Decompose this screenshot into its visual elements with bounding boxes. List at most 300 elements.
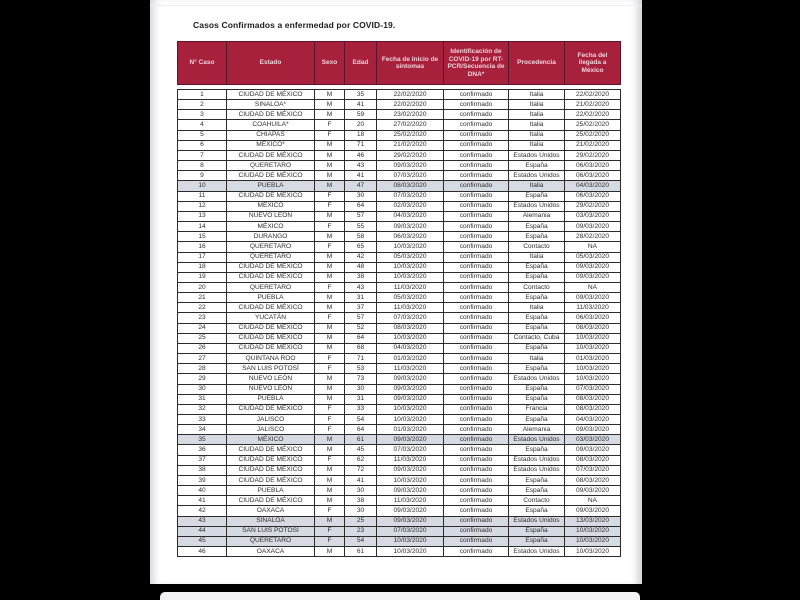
table-row <box>178 364 621 374</box>
cell: NUEVO LEÓN <box>227 211 315 221</box>
cell: F <box>315 282 345 292</box>
cell: 09/03/2020 <box>377 374 444 384</box>
cell: confirmado <box>444 526 509 536</box>
table-row <box>178 425 621 435</box>
cell: 34 <box>178 425 227 435</box>
cell: 06/03/2020 <box>565 313 621 323</box>
cell: confirmado <box>444 110 509 120</box>
cell: CIUDAD DE MÉXICO <box>227 445 315 455</box>
cell: confirmado <box>444 506 509 516</box>
cell: 41 <box>345 475 377 485</box>
table-row <box>178 354 621 364</box>
cell: M <box>315 171 345 181</box>
cell: 02/03/2020 <box>377 201 444 211</box>
cell: M <box>315 140 345 150</box>
cell: 09/03/2020 <box>565 506 621 516</box>
cell: F <box>315 120 345 130</box>
cell: 21/02/2020 <box>565 140 621 150</box>
cell: 31 <box>345 394 377 404</box>
cases-table-header <box>177 41 621 85</box>
cell: Italia <box>509 90 565 100</box>
cell: 42 <box>345 252 377 262</box>
cell: 01/03/2020 <box>377 354 444 364</box>
cell: 10/03/2020 <box>565 374 621 384</box>
table-row <box>178 445 621 455</box>
cell: F <box>315 364 345 374</box>
cell: 10/03/2020 <box>377 262 444 272</box>
cell: Estados Unidos <box>509 547 565 557</box>
cell: 21/02/2020 <box>377 140 444 150</box>
cell: confirmado <box>444 222 509 232</box>
cell: 07/03/2020 <box>377 171 444 181</box>
table-row <box>178 415 621 425</box>
cell: España <box>509 475 565 485</box>
cell: 07/03/2020 <box>377 445 444 455</box>
table-row <box>178 475 621 485</box>
cell: confirmado <box>444 415 509 425</box>
cell: 09/03/2020 <box>377 384 444 394</box>
cell: Estados Unidos <box>509 201 565 211</box>
cell: 10/03/2020 <box>377 415 444 425</box>
cell: M <box>315 100 345 110</box>
cell: 09/03/2020 <box>565 425 621 435</box>
cell: QUERETARO <box>227 242 315 252</box>
cell: M <box>315 323 345 333</box>
cell: 28/02/2020 <box>565 232 621 242</box>
cell: 59 <box>345 110 377 120</box>
cell: NA <box>565 282 621 292</box>
cell: España <box>509 272 565 282</box>
cell: 29 <box>178 374 227 384</box>
cell: 11/03/2020 <box>565 303 621 313</box>
cell: 64 <box>345 425 377 435</box>
cell: M <box>315 150 345 160</box>
cell: 30 <box>345 191 377 201</box>
cell: 23 <box>345 526 377 536</box>
cell: M <box>315 445 345 455</box>
cell: YUCATÁN <box>227 313 315 323</box>
cell: NUEVO LEÓN <box>227 374 315 384</box>
page-title: Casos Confirmados a enfermedad por COVID-19. <box>193 20 396 30</box>
cell: 11/03/2020 <box>377 496 444 506</box>
cell: confirmado <box>444 547 509 557</box>
cell: SAN LUIS POTOSÍ <box>227 526 315 536</box>
cell: 23/02/2020 <box>377 110 444 120</box>
cell: 65 <box>345 242 377 252</box>
cell: CIUDAD DE MÉXICO <box>227 171 315 181</box>
table-row <box>178 384 621 394</box>
cell: 57 <box>345 211 377 221</box>
table-row <box>178 323 621 333</box>
column-header-edad: Edad <box>345 42 377 85</box>
cell: confirmado <box>444 374 509 384</box>
cell: 18 <box>345 130 377 140</box>
cell: 27/02/2020 <box>377 120 444 130</box>
table-row <box>178 455 621 465</box>
cell: confirmado <box>444 150 509 160</box>
table-row <box>178 293 621 303</box>
cell: 62 <box>345 455 377 465</box>
cell: 64 <box>345 201 377 211</box>
cell: 10/03/2020 <box>377 475 444 485</box>
cell: Estados Unidos <box>509 455 565 465</box>
column-header-sexo: Sexo <box>315 42 345 85</box>
table-row <box>178 120 621 130</box>
cell: 22/02/2020 <box>377 90 444 100</box>
next-page-edge <box>160 592 640 600</box>
cell: 9 <box>178 171 227 181</box>
cell: 1 <box>178 90 227 100</box>
cell: 41 <box>345 171 377 181</box>
cell: 30 <box>345 506 377 516</box>
cell: 09/03/2020 <box>377 506 444 516</box>
cell: confirmado <box>444 323 509 333</box>
table-row <box>178 303 621 313</box>
cell: M <box>315 211 345 221</box>
cell: QUINTANA ROO <box>227 354 315 364</box>
cell: 29/02/2020 <box>565 201 621 211</box>
cell: 10/03/2020 <box>377 404 444 414</box>
table-row <box>178 506 621 516</box>
table-row <box>178 150 621 160</box>
cell: NUEVO LEÓN <box>227 384 315 394</box>
cell: 09/03/2020 <box>377 222 444 232</box>
cell: España <box>509 536 565 546</box>
cell: 06/03/2020 <box>565 171 621 181</box>
cell: 09/03/2020 <box>565 272 621 282</box>
cell: 31 <box>178 394 227 404</box>
cell: Italia <box>509 140 565 150</box>
cell: confirmado <box>444 130 509 140</box>
column-header-fecha-llegada: Fecha del llegada a México <box>565 42 621 85</box>
cell: 54 <box>345 536 377 546</box>
cell: 47 <box>345 181 377 191</box>
cell: 52 <box>345 323 377 333</box>
table-row <box>178 191 621 201</box>
cell: Contacto <box>509 496 565 506</box>
cell: confirmado <box>444 303 509 313</box>
cell: CIUDAD DE MÉXICO <box>227 272 315 282</box>
column-header-estado: Estado <box>227 42 315 85</box>
cell: CIUDAD DE MÉXICO <box>227 110 315 120</box>
cell: Italia <box>509 130 565 140</box>
cell: 13 <box>178 211 227 221</box>
table-row <box>178 211 621 221</box>
cell: Italia <box>509 354 565 364</box>
table-row <box>178 161 621 171</box>
cell: 33 <box>178 415 227 425</box>
table-row <box>178 100 621 110</box>
cell: 42 <box>178 506 227 516</box>
cell: CIUDAD DE MÉXICO <box>227 475 315 485</box>
cell: confirmado <box>444 120 509 130</box>
cell: PUEBLA <box>227 293 315 303</box>
cell: CHIAPAS <box>227 130 315 140</box>
cell: M <box>315 435 345 445</box>
cell: confirmado <box>444 201 509 211</box>
cell: 08/03/2020 <box>377 181 444 191</box>
cell: M <box>315 465 345 475</box>
cell: 11 <box>178 191 227 201</box>
cell: MÉXICO <box>227 201 315 211</box>
cell: 57 <box>345 313 377 323</box>
cell: 38 <box>345 496 377 506</box>
cell: 03/03/2020 <box>565 435 621 445</box>
document-page <box>150 0 642 584</box>
cell: M <box>315 516 345 526</box>
table-row <box>178 496 621 506</box>
cell: 54 <box>345 415 377 425</box>
cell: 04/03/2020 <box>565 415 621 425</box>
cell: 08/03/2020 <box>565 475 621 485</box>
cell: 4 <box>178 120 227 130</box>
cell: confirmado <box>444 425 509 435</box>
cell: 05/03/2020 <box>377 252 444 262</box>
cell: confirmado <box>444 282 509 292</box>
cell: confirmado <box>444 171 509 181</box>
cell: 09/03/2020 <box>377 516 444 526</box>
cell: 10/03/2020 <box>377 536 444 546</box>
cell: CIUDAD DE MÉXICO <box>227 333 315 343</box>
cell: España <box>509 364 565 374</box>
cell: 8 <box>178 161 227 171</box>
cell: España <box>509 222 565 232</box>
cell: M <box>315 333 345 343</box>
cell: 37 <box>345 303 377 313</box>
table-row <box>178 140 621 150</box>
table-row <box>178 181 621 191</box>
cell: SINALOA <box>227 516 315 526</box>
cell: confirmado <box>444 496 509 506</box>
cell: 06/03/2020 <box>565 191 621 201</box>
cell: M <box>315 232 345 242</box>
cell: M <box>315 161 345 171</box>
cell: 05/03/2020 <box>377 293 444 303</box>
cell: España <box>509 526 565 536</box>
cell: Alemania <box>509 211 565 221</box>
cell: 22 <box>178 303 227 313</box>
cell: CIUDAD DE MÉXICO <box>227 404 315 414</box>
table-row <box>178 536 621 546</box>
cell: F <box>315 201 345 211</box>
cell: Estados Unidos <box>509 171 565 181</box>
cell: SAN LUIS POTOSÍ <box>227 364 315 374</box>
cell: 06/03/2020 <box>565 161 621 171</box>
cell: 09/03/2020 <box>377 465 444 475</box>
column-header-fecha-inicio: Fecha de Inicio de síntomas <box>377 42 444 85</box>
cell: OAXACA <box>227 547 315 557</box>
cell: M <box>315 252 345 262</box>
cases-table-body <box>177 89 621 557</box>
cell: NA <box>565 496 621 506</box>
cell: PUEBLA <box>227 394 315 404</box>
cell: 27 <box>178 354 227 364</box>
cell: confirmado <box>444 354 509 364</box>
cell: 38 <box>345 272 377 282</box>
cell: 30 <box>345 486 377 496</box>
cell: España <box>509 384 565 394</box>
cell: 35 <box>178 435 227 445</box>
table-row <box>178 242 621 252</box>
cell: confirmado <box>444 272 509 282</box>
cell: 3 <box>178 110 227 120</box>
cell: 03/03/2020 <box>565 211 621 221</box>
cell: confirmado <box>444 140 509 150</box>
table-row <box>178 394 621 404</box>
cell: MÉXICO* <box>227 140 315 150</box>
cell: 09/03/2020 <box>565 486 621 496</box>
cell: 09/03/2020 <box>377 486 444 496</box>
table-row <box>178 343 621 353</box>
cell: 13/03/2020 <box>565 516 621 526</box>
column-header-identificacion: Identificación de COVID-19 por RT-PCR/Secuencia de DNA* <box>444 42 509 85</box>
table-row <box>178 232 621 242</box>
cell: 17 <box>178 252 227 262</box>
cell: M <box>315 547 345 557</box>
cell: 25/02/2020 <box>565 120 621 130</box>
cell: F <box>315 242 345 252</box>
cell: Italia <box>509 100 565 110</box>
cell: F <box>315 415 345 425</box>
table-row <box>178 374 621 384</box>
cell: España <box>509 293 565 303</box>
cell: 07/03/2020 <box>565 384 621 394</box>
table-row <box>178 222 621 232</box>
cell: 30 <box>178 384 227 394</box>
cell: 43 <box>178 516 227 526</box>
cell: 23 <box>178 313 227 323</box>
cell: F <box>315 222 345 232</box>
cell: España <box>509 343 565 353</box>
cell: 08/03/2020 <box>565 404 621 414</box>
cell: Italia <box>509 181 565 191</box>
cell: 25 <box>178 333 227 343</box>
cell: CIUDAD DE MÉXICO <box>227 150 315 160</box>
cell: 22/02/2020 <box>377 100 444 110</box>
cell: 10/03/2020 <box>565 547 621 557</box>
cell: 33 <box>345 404 377 414</box>
cell: M <box>315 384 345 394</box>
cell: M <box>315 394 345 404</box>
cell: OAXACA <box>227 506 315 516</box>
cell: 45 <box>178 536 227 546</box>
cell: confirmado <box>444 181 509 191</box>
cell: M <box>315 303 345 313</box>
cell: 43 <box>345 282 377 292</box>
cell: Estados Unidos <box>509 374 565 384</box>
cell: 73 <box>345 374 377 384</box>
cell: 26 <box>178 343 227 353</box>
cell: 20 <box>178 282 227 292</box>
cell: CIUDAD DE MÉXICO <box>227 343 315 353</box>
table-row <box>178 313 621 323</box>
cell: 46 <box>345 150 377 160</box>
cell: QUERETARO <box>227 282 315 292</box>
cell: confirmado <box>444 404 509 414</box>
cell: SINALOA* <box>227 100 315 110</box>
cell: 09/03/2020 <box>377 161 444 171</box>
cell: F <box>315 506 345 516</box>
cell: 29/02/2020 <box>565 150 621 160</box>
cell: España <box>509 394 565 404</box>
cell: 01/03/2020 <box>377 425 444 435</box>
cell: 58 <box>345 232 377 242</box>
cell: confirmado <box>444 252 509 262</box>
cell: confirmado <box>444 465 509 475</box>
cell: M <box>315 486 345 496</box>
cell: confirmado <box>444 100 509 110</box>
cell: 55 <box>345 222 377 232</box>
cell: 46 <box>178 547 227 557</box>
cell: F <box>315 404 345 414</box>
cell: 09/03/2020 <box>377 435 444 445</box>
cell: confirmado <box>444 475 509 485</box>
cell: confirmado <box>444 232 509 242</box>
cell: 08/03/2020 <box>565 323 621 333</box>
cell: 07/03/2020 <box>565 465 621 475</box>
cell: 05/03/2020 <box>565 252 621 262</box>
cell: M <box>315 110 345 120</box>
cell: CIUDAD DE MÉXICO <box>227 90 315 100</box>
cell: 48 <box>345 262 377 272</box>
cell: 11/03/2020 <box>377 455 444 465</box>
cell: 64 <box>345 333 377 343</box>
cell: 5 <box>178 130 227 140</box>
column-header-procedencia: Procedencia <box>509 42 565 85</box>
cell: QUERETARO <box>227 161 315 171</box>
cell: confirmado <box>444 435 509 445</box>
cell: 04/03/2020 <box>565 181 621 191</box>
cell: 10/03/2020 <box>565 536 621 546</box>
table-row <box>178 516 621 526</box>
cell: confirmado <box>444 90 509 100</box>
cell: 25/02/2020 <box>565 130 621 140</box>
cell: confirmado <box>444 191 509 201</box>
table-row <box>178 333 621 343</box>
cell: F <box>315 536 345 546</box>
cell: España <box>509 415 565 425</box>
cell: M <box>315 272 345 282</box>
cell: 07/03/2020 <box>377 313 444 323</box>
cell: NA <box>565 242 621 252</box>
cell: España <box>509 191 565 201</box>
table-row <box>178 465 621 475</box>
column-header-caso: N° Caso <box>178 42 227 85</box>
cell: M <box>315 343 345 353</box>
cell: confirmado <box>444 211 509 221</box>
cell: 21/02/2020 <box>565 100 621 110</box>
cell: 6 <box>178 140 227 150</box>
table-row <box>178 486 621 496</box>
cell: F <box>315 313 345 323</box>
cell: España <box>509 262 565 272</box>
cell: 19 <box>178 272 227 282</box>
cell: CIUDAD DE MÉXICO <box>227 455 315 465</box>
cell: F <box>315 526 345 536</box>
cell: CIUDAD DE MÉXICO <box>227 465 315 475</box>
cell: 08/03/2020 <box>377 323 444 333</box>
cell: 08/03/2020 <box>565 394 621 404</box>
cell: 18 <box>178 262 227 272</box>
cell: España <box>509 506 565 516</box>
cell: CIUDAD DE MÉXICO <box>227 303 315 313</box>
cell: Estados Unidos <box>509 435 565 445</box>
cell: España <box>509 232 565 242</box>
cell: 68 <box>345 343 377 353</box>
cell: 07/03/2020 <box>377 526 444 536</box>
cell: España <box>509 313 565 323</box>
cell: confirmado <box>444 516 509 526</box>
